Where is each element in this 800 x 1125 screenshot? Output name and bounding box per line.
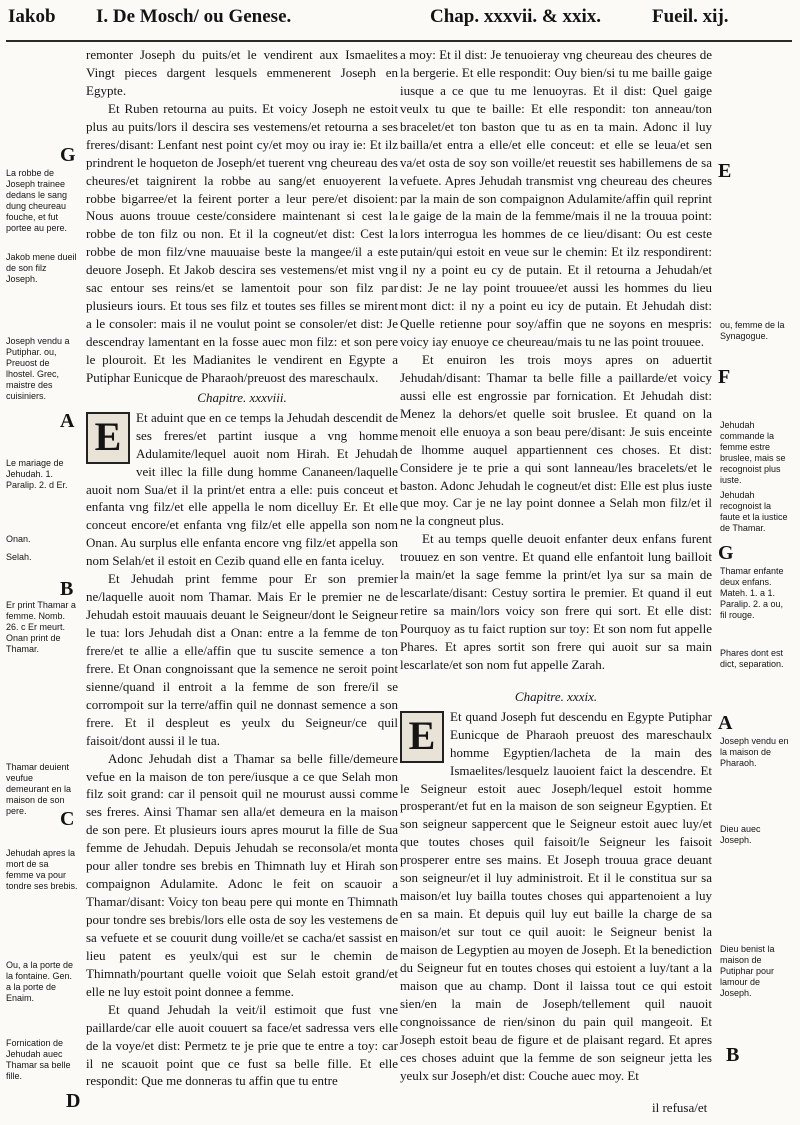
margin-note: Thamar enfante deux enfans. Mateh. 1. a 1. Paralip. 2. a ou, fil rouge. [720, 566, 784, 620]
margin-note: Dieu auec Joseph. [720, 824, 761, 845]
drop-cap: E [86, 412, 130, 464]
margin-note: Ou, a la porte de la fontaine. Gen. a la porte de Enaim. [6, 960, 74, 1003]
margin-note: Jehudah recognoist la faute et la iustice de Thamar. [720, 490, 788, 533]
margin-note: La robbe de Joseph trainee dedans le sang dung cheureau fouche, et fut portee au pere. [6, 168, 68, 233]
text-paragraph: a moy: Et il dist: Je tenuoieray vng cheureau des cheures de la bergerie. Et elle respondit: Ouy bien/si tu me baille gaige iusque a ce que tu me lenuoyras. Et il dist: Quel gaige veulx tu que te baille: Et elle respondit: ton anneau/ton bracelet/et ton baston que tu as en ta main. Adonc il luy bailla/et entra a elle/et elle conceut: et elle se leua/et sen va/et osta de soy son voille/et reuestit ses habillemens de sa vefuete. Apres Jehudah transmist vng cheureau des cheures par la main de son compaignon Adulamite/affin quil reprint le gaige de la main de la femme/mais il ne la trouua point: lors interrogua les hommes de ce lieu/disant: Ou est ceste putain/qui estoit en veue sur le chemin: Et ilz respondirent: il ny a point eu cy de putain. Et il retourna a Jehudah/et dist: Je ne lay point trouuee/et aussi les hommes du lieu mont dict: il ny a point eu icy de putain. Et Jehudah dist: Quelle retienne pour soy/affin que ne soyons en mespris: voicy iay enuoye ce cheureau/mais tu ne las point trouuee. [400, 47, 712, 349]
margin-note: Jehudah apres la mort de sa femme va pour tondre ses brebis. [6, 848, 78, 891]
text-paragraph: Et enuiron les trois moys apres on aduertit Jehudah/disant: Thamar ta belle fille a paillarde/et voicy aussi elle est engrossie par fornication. Et Jehudah dist: Menez la dehors/et quelle soit bruslee. Et quand on la menoit elle enuoya a son beau pere/disant: Je suis enceinte de lhomme auquel appartiennent ces choses. Et dist: Considere je te prie a qui sont lanneau/les bracelets/et le baston. Adonc Jehudah le cogneut/et dist: Elle est plus iuste que moy. Car je ne lay point donnee a Selah mon filz/et il ne la congneut plus. [400, 351, 712, 529]
header-book: I. De Mosch/ ou Genese. [96, 6, 292, 27]
margin-note: Le mariage de Jehudah. 1. Paralip. 2. d Er. [6, 458, 68, 490]
text-paragraph: remonter Joseph du puits/et le vendirent aux Ismaelites Vingt pieces dargent lesquels emmenerent Joseph en Egypte. [86, 47, 398, 98]
catchword: il refusa/et [652, 1100, 708, 1115]
margin-note: ou, femme de la Synagogue. [720, 320, 785, 341]
section-letter: D [66, 1090, 81, 1112]
margin-note: Er print Thamar a femme. Nomb. 26. c Er meurt. Onan print de Thamar. [6, 600, 76, 654]
section-letter: E [718, 160, 732, 182]
margin-note: Fornication de Jehudah auec Thamar sa belle fille. [6, 1038, 71, 1081]
text-paragraph: Et au temps quelle deuoit enfanter deux enfans furent trouuez en son ventre. Et quand elle enfantoit lung bailloit la main/et la sage femme la print/et lya sur sa main de lescarlate/disant: Cestuy sortira le premier. Et quand il eut retire sa main/lors voicy son frere qui sort. Et elle dist: Pourquoy as tu faict ruption sur toy: Et son nom fut appelle Phares. Et apres sortit son frere qui auoit sur sa main lescarlate/et son nom fut appelle Zarah. [400, 531, 712, 672]
text-paragraph: Et quand Jehudah la veit/il estimoit que fust vne paillarde/car elle auoit couuert sa face/et sadressa vers elle de la voye/et dist: Permetz te je prie que te entre a toy: car il ne scauoit point que ce fust sa belle fille. Et elle respondit: Que me donneras tu affin que tu entre [86, 1001, 398, 1089]
text-paragraph: Et Jehudah print femme pour Er son premier ne/laquelle auoit nom Thamar. Mais Er le premier ne de Jehudah estoit mauuais deuant le Seigneur/dont le Seigneur le tua: lors Jehudah dist a Onan: entre a la femme de ton frere/et te allie a elle/affin que tu suscite semence a ton frere. Et Onan congnoissant que la semence ne seroit point sienne/quand il entroit a la femme de son frere/il se corrompoit sur la terre/affin quil ne donnast semence a son frere. Et il despleut es yeulx du Seigneur/ce quil faisoit/dont aussi il le tua. [86, 571, 398, 748]
margin-note: Thamar deuient veufue demeurant en la maison de son pere. [6, 762, 72, 816]
header-folio: Fueil. xij. [652, 6, 729, 27]
drop-cap: E [400, 711, 444, 763]
margin-note: Jakob mene dueil de son filz Joseph. [6, 252, 77, 284]
chapter-heading: Chapitre. xxxviii. [197, 389, 287, 405]
header-name: Iakob [8, 6, 56, 27]
section-letter: A [718, 712, 733, 734]
margin-note: Joseph vendu en la maison de Pharaoh. [720, 736, 789, 768]
paragraph-text: Et quand Joseph fut descendu en Egypte Putiphar Eunicque de Pharaoh preuost des mareschaulx homme Egyptien/lacheta de la main des Ismaelites/lesquelz lauoient faict la descendre. Et le Seigneur estoit auec Joseph/lequel estoit homme prosperant/et fut en la maison de son seigneur Egyptien. Et son seigneur sappercent que le Seigneur estoit auec luy/et que toutes choses quil faisoit/le Seigneur les faisoit prosperer entre ses mains. Et Joseph trouua grace deuant son seigneur/et il luy administroit. Et il le constitua sur sa maison/et luy bailla toutes choses qui appartenoient a luy en sa main. Et depuis quil luy eut baille la charge de sa maison/et sur tout ce quil auoit: le Seigneur benist la maison de Legyptien au moyen de Joseph. Et la benediction du Seigneur fut en toutes choses qui estoient a luy/tant a la maison que au champ. Dont il laissa tout ce qui estoit sien/en la main de Joseph/tellement quil nauoit congnoissance de rien/sinon du pain quil mangeoit. Et Joseph estoit beau de figure et de plaisant regard. Et apres ces choses aduint que la femme de son seigneur jetta les yeulx sur Joseph/et dist: Couche auec moy. Et [400, 708, 712, 1083]
running-header [0, 0, 800, 44]
margin-note: Onan. [6, 534, 31, 544]
margin-note: Jehudah commande la femme estre bruslee, mais se recognoist plus iuste. [720, 420, 786, 485]
header-rule [6, 40, 792, 42]
section-letter: C [60, 808, 75, 830]
right-column [400, 46, 712, 1084]
margin-note: Selah. [6, 552, 32, 562]
header-chapters: Chap. xxxvii. & xxix. [430, 6, 602, 27]
section-letter: F [718, 366, 731, 388]
paragraph-text: Et aduint que en ce temps la Jehudah descendit de ses freres/et partint iusque a vng homme Adulamite/lequel auoit nom Hirah. Et Jehudah veit illec la fille dung homme Cananeen/laquelle auoit nom Sua/et il la print/et entra a elle: puis conceut et enfanta vng filz/et elle appella le nom dicelluy Er. Et elle conceut encore/et enfanta vng filz/et elle appella son nom Onan. Au surplus elle enfanta encore vng filz/et appella son nom Selah/et il estoit en Cezib quand elle en fanta iceluy. [86, 409, 398, 569]
text-paragraph: Adonc Jehudah dist a Thamar sa belle fille/demeure vefue en la maison de ton pere/iusque a ce que Selah mon filz soit grand: car il pensoit quil ne mourust aussi comme ses freres. Ainsi Thamar sen alla/et demeura en la maison de son pere. Et plusieurs iours apres mourut la fille de Sua femme de Jehudah. Depuis Jehudah se reconsola/et monta pour aller tondre ses brebis en Thimnath luy et Hirah son compaignon Adulamite. Adonc le feit on scauoir a Thamar/disant: Voicy ton beau pere qui monte en Thimnath pour tondre ses brebis/lors elle osta de soy les vestemens de sa vefuete et se couurit dung voille/et se cacha/et sassist en lieu patent es yeulx/qui est sur le chemin de Thimnath/pourtant quelle voioit que Selah estoit grand/et elle ne luy estoit point donnee a femme. [86, 750, 398, 999]
left-column [86, 46, 398, 1090]
chapter-heading: Chapitre. xxxix. [514, 688, 598, 704]
section-letter: A [60, 410, 75, 432]
section-letter: B [726, 1044, 740, 1066]
text-paragraph: Et Ruben retourna au puits. Et voicy Joseph ne estoit plus au puits/lors il descira ses vestemens/et retourna a ses freres/disant: Lenfant nest point cy/et moy ou iray ie: Et ilz prindrent le hoqueton de Joseph/et tuerent vng cheureau des cheures/et taignirent la robbe au sang/et enuoyerent la robbe bigarree/et la feirent porter a leur pere/et disoient: Nous auons trouue ceste/considere maintenant si cest la robbe de ton filz ou non. Et il la cogneut/et dist: Cest la robbe de mon filz/vne mauuaise beste la mangee/il a este deuore Joseph. Et Jakob descira ses vestemens/et mist vng sac entour ses reins/et se lamentoit pour son filz par plusieurs iours. Et tous ses filz et toutes ses filles se mirent a le consoler: mais il ne voulut point se consoler/et dist: Je descendray lamentant en la fosse auec mon filz: et son pere le plouroit. Et les Madianites le vendirent en Egypte a Putiphar Eunicque de Pharaoh/preuost des mareschaulx. [86, 100, 398, 385]
margin-note: Dieu benist la maison de Putiphar pour lamour de Joseph. [720, 944, 775, 998]
section-letter: B [60, 578, 74, 600]
text-paragraph [86, 409, 398, 570]
text-paragraph [400, 708, 712, 1085]
margin-note: Phares dont est dict, separation. [720, 648, 784, 669]
margin-note: Joseph vendu a Putiphar. ou, Preuost de lhostel. Grec, maistre des cuisiniers. [6, 336, 70, 401]
section-letter: G [718, 542, 734, 564]
section-letter: G [60, 144, 76, 166]
